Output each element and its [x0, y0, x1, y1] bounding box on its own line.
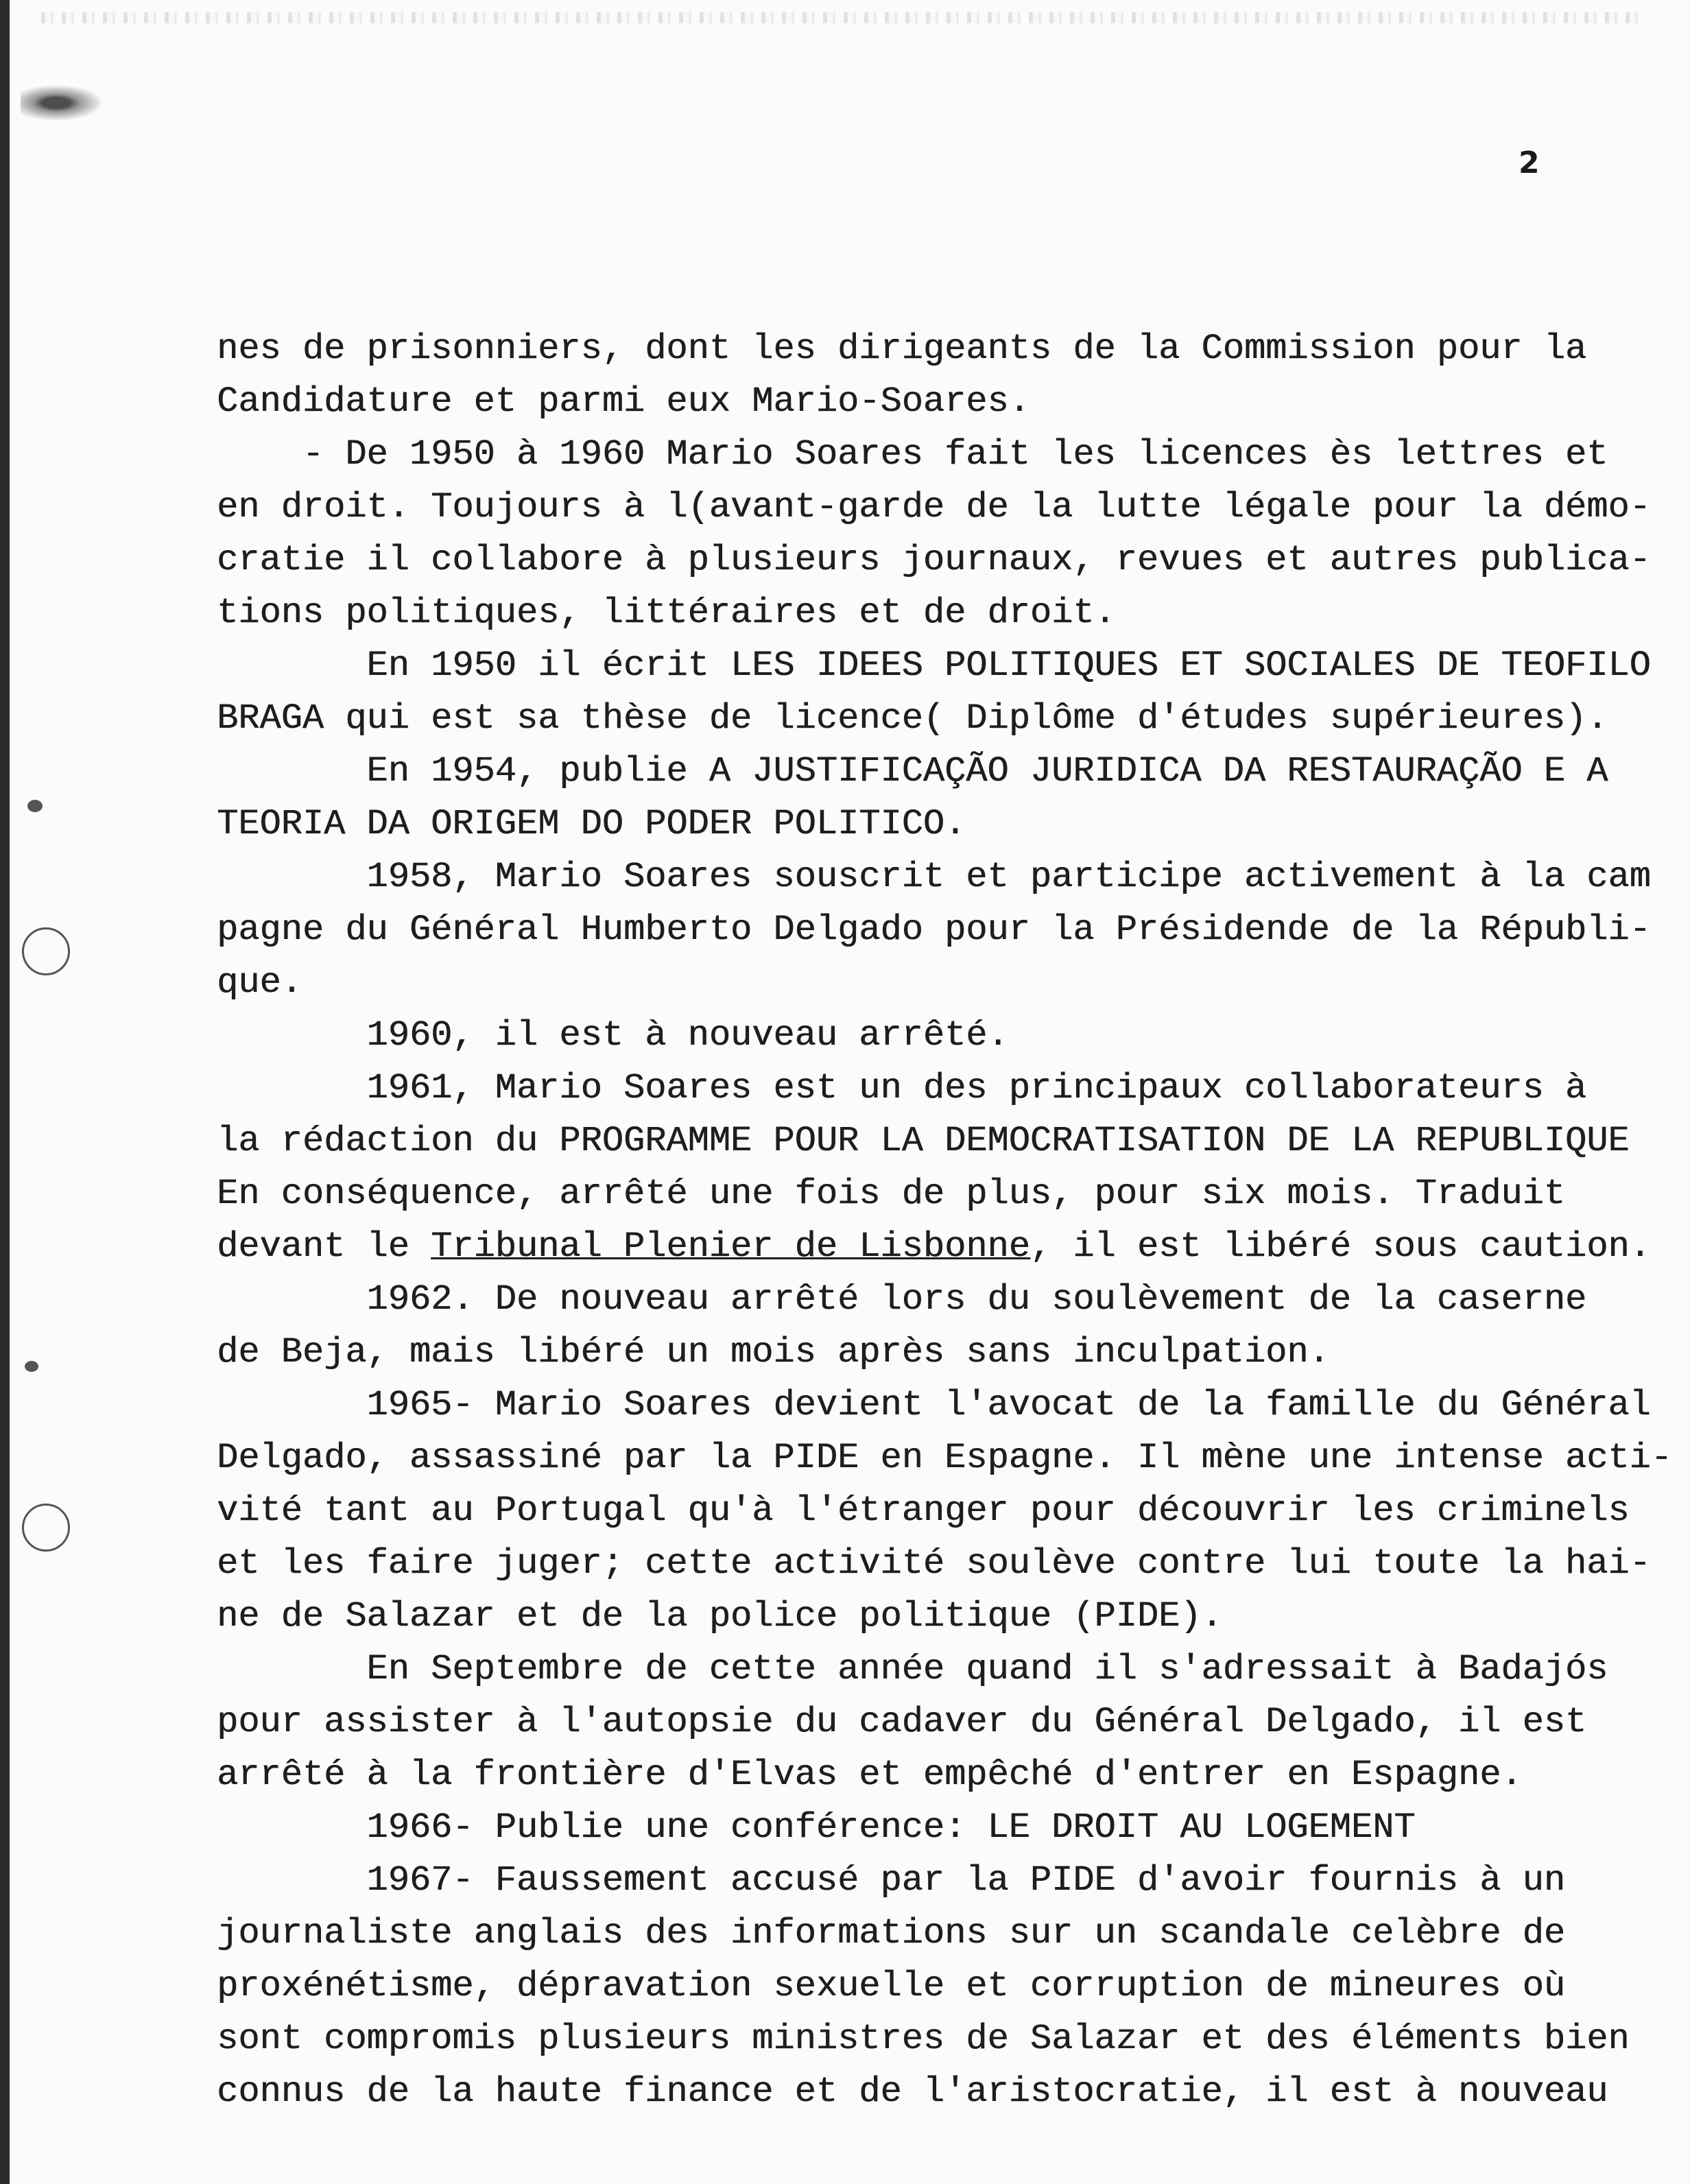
- text-line: Candidature et parmi eux Mario-Soares.: [217, 381, 1030, 422]
- corner-ink-blot: [21, 82, 110, 123]
- text-segment: devant le: [217, 1226, 431, 1267]
- scan-left-edge: [0, 0, 10, 2184]
- punch-hole-bottom: [22, 1504, 70, 1552]
- page-number: 2: [1519, 145, 1540, 180]
- punch-hole-top: [22, 927, 70, 975]
- text-line: [217, 1220, 1650, 1273]
- text-line: En 1950 il écrit LES IDEES POLITIQUES ET SOCIALES DE TEOFILO: [217, 645, 1651, 686]
- text-line: tions politiques, littéraires et de droit.: [217, 593, 1116, 633]
- text-line: 1958, Mario Soares souscrit et participe activement à la cam: [217, 857, 1651, 897]
- text-line: cratie il collabore à plusieurs journaux, revues et autres publica-: [217, 540, 1651, 580]
- text-line: pour assister à l'autopsie du cadaver du Général Delgado, il est: [217, 1702, 1587, 1742]
- text-line: journaliste anglais des informations sur un scandale celèbre de: [217, 1913, 1565, 1954]
- text-line: 1965- Mario Soares devient l'avocat de la famille du Général: [217, 1385, 1651, 1425]
- text-line: proxénétisme, dépravation sexuelle et corruption de mineures où: [217, 1966, 1565, 2006]
- typed-text-body: [217, 322, 1672, 2118]
- text-line: 1960, il est à nouveau arrêté.: [217, 1015, 1009, 1056]
- text-line: En Septembre de cette année quand il s'adressait à Badajós: [217, 1649, 1608, 1689]
- text-line: de Beja, mais libéré un mois après sans inculpation.: [217, 1332, 1330, 1373]
- scan-top-noise: [41, 12, 1639, 23]
- text-line: sont compromis plusieurs ministres de Salazar et des éléments bien: [217, 2019, 1630, 2059]
- text-line: en droit. Toujours à l(avant-garde de la lutte légale pour la démo-: [217, 487, 1651, 527]
- text-line: En 1954, publie A JUSTIFICAÇÃO JURIDICA DA RESTAURAÇÃO E A: [217, 751, 1608, 792]
- text-line: TEORIA DA ORIGEM DO PODER POLITICO.: [217, 804, 966, 844]
- text-line: 1966- Publie une conférence: LE DROIT AU LOGEMENT: [217, 1807, 1416, 1848]
- underlined-court-name: Tribunal Plenier de Lisbonne: [431, 1226, 1030, 1267]
- text-line: et les faire juger; cette activité soulève contre lui toute la hai-: [217, 1543, 1651, 1584]
- text-line: En conséquence, arrêté une fois de plus, pour six mois. Traduit: [217, 1174, 1565, 1214]
- ink-speck: [25, 1361, 38, 1372]
- ink-speck: [27, 800, 43, 812]
- text-line: vité tant au Portugal qu'à l'étranger pour découvrir les criminels: [217, 1491, 1630, 1531]
- text-line: - De 1950 à 1960 Mario Soares fait les licences ès lettres et: [217, 434, 1608, 475]
- text-line: 1962. De nouveau arrêté lors du soulèvement de la caserne: [217, 1279, 1587, 1320]
- text-line: arrêté à la frontière d'Elvas et empêché d'entrer en Espagne.: [217, 1755, 1523, 1795]
- text-segment: , il est libéré sous caution.: [1030, 1226, 1651, 1267]
- text-line: BRAGA qui est sa thèse de licence( Diplôme d'études supérieures).: [217, 698, 1608, 739]
- text-line: 1961, Mario Soares est un des principaux collaborateurs à: [217, 1068, 1587, 1108]
- text-line: connus de la haute finance et de l'aristocratie, il est à nouveau: [217, 2072, 1608, 2112]
- text-line: ne de Salazar et de la police politique (PIDE).: [217, 1596, 1223, 1637]
- text-line: que.: [217, 962, 302, 1003]
- text-line: 1967- Faussement accusé par la PIDE d'avoir fournis à un: [217, 1860, 1565, 1901]
- text-line: pagne du Général Humberto Delgado pour la Présidende de la Républi-: [217, 910, 1651, 950]
- text-line: nes de prisonniers, dont les dirigeants de la Commission pour la: [217, 329, 1587, 369]
- text-line: la rédaction du PROGRAMME POUR LA DEMOCRATISATION DE LA REPUBLIQUE: [217, 1121, 1630, 1161]
- text-line: Delgado, assassiné par la PIDE en Espagne. Il mène une intense acti-: [217, 1438, 1672, 1478]
